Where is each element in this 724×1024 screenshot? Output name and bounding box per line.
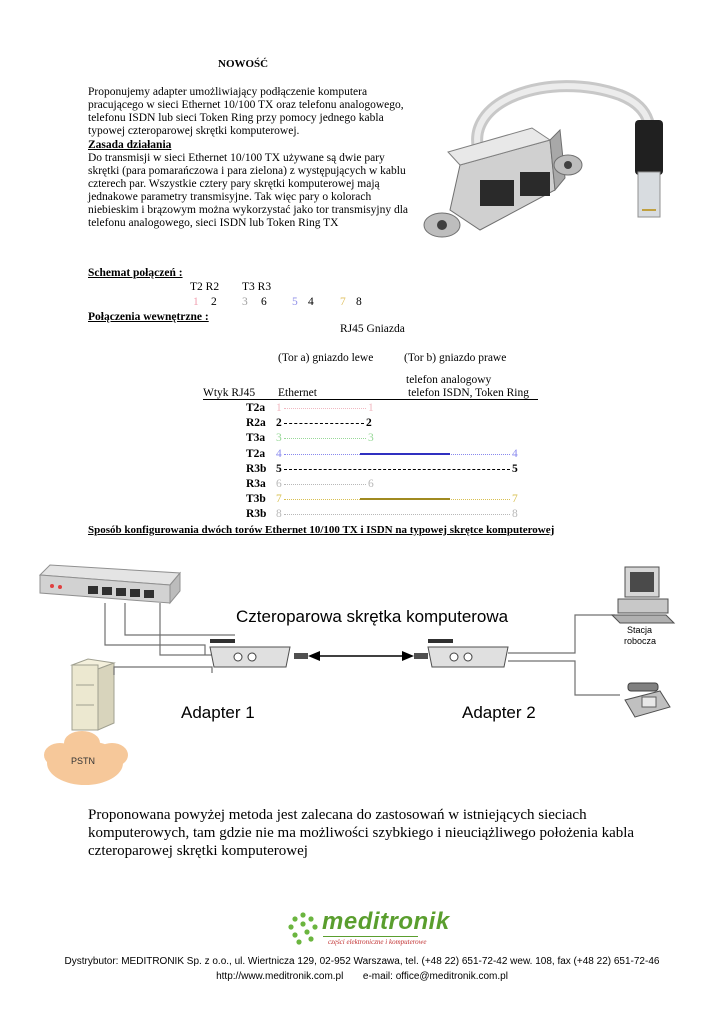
wire-end-pin: 3 (368, 432, 374, 445)
wire-row (0, 493, 724, 507)
pin-number: 6 (261, 296, 267, 308)
logo-tagline: części elektroniczne i komputerowe (328, 938, 427, 946)
pin-number: 1 (193, 296, 199, 308)
wire-label: T3a (246, 432, 266, 445)
pin-number: 8 (356, 296, 362, 308)
wire-start-pin: 8 (276, 508, 282, 521)
wire-start-pin: 3 (276, 432, 282, 445)
wire-start-pin: 5 (276, 462, 282, 475)
config-heading: Sposób konfigurowania dwóch torów Ethernet 10/100 TX i ISDN na typowej skrętce komputerowej (88, 524, 555, 536)
wire-row (0, 432, 724, 446)
wire-label: R3b (246, 508, 267, 521)
adapter-2-label: Adapter 2 (462, 703, 536, 722)
meditronik-logo-icon (285, 911, 321, 947)
wire-label: T2a (246, 402, 266, 414)
wire-row (0, 508, 724, 522)
wire-line (284, 408, 366, 409)
pin-number: 7 (340, 296, 346, 308)
column-divider (203, 399, 538, 400)
wire-label: R2a (246, 417, 266, 430)
wire-start-pin: 7 (276, 493, 282, 506)
footer-address: Dystrybutor: MEDITRONIK Sp. z o.o., ul. Wiertnicza 129, 02-952 Warszawa, tel. (+48 22) 651-72-42 wew. 108, fax (+48 22) 651-72-46 (64, 956, 660, 967)
pin-number: 4 (308, 296, 314, 308)
wire-end-pin: 8 (512, 508, 518, 521)
schema-pin-row (0, 296, 724, 310)
email-link[interactable]: e-mail: office@meditronik.com.pl (362, 971, 508, 982)
wire-end-pin: 6 (368, 478, 374, 490)
network-diagram (30, 555, 700, 795)
track-a-label: (Tor a) gniazdo lewe (278, 352, 374, 364)
sockets-label: RJ45 Gniazda (340, 323, 405, 335)
pin-number: 3 (242, 296, 248, 308)
wire-row (0, 478, 724, 492)
wire-highlight (360, 498, 450, 500)
pin-number: 2 (211, 296, 217, 308)
plug-column-label: Wtyk RJ45 (203, 387, 256, 399)
adapter-1-label: Adapter 1 (181, 703, 255, 722)
wire-end-pin: 2 (366, 417, 372, 430)
wire-start-pin: 4 (276, 447, 282, 460)
switch-device (40, 565, 180, 603)
workstation-label-line1: Stacja (627, 625, 653, 635)
schema-heading: Schemat połączeń : (88, 267, 183, 279)
cable-title: Czteroparowa skrętka komputerowa (236, 607, 509, 626)
wire-label: R3a (246, 478, 266, 490)
summary-paragraph: Proponowana powyżej metoda jest zalecana do zastosowań w istniejących sieciach komputerowych, tam gdzie nie ma możliwości szybkiego i nieuciążliwego położenia kabla czteroparowej skrętki komputerowej (88, 807, 635, 859)
wire-end-pin: 7 (512, 493, 518, 506)
wire-line (284, 514, 510, 515)
adapter-1-icon (210, 639, 308, 667)
wire-row (0, 417, 724, 431)
principle-paragraph: Do transmisji w sieci Ethernet 10/100 TX używane są dwie pary skrętki (para pomarańczowa i para zielona) z występujących w kablu czterech par. Wszystkie cztery pary skrętki komputerowej mają jednakowe parametry transmisyjne. Tak więc pary o kolorach niebieskim i brązowym można wykorzystać jako tor transmisyjny dla telefonu analogowego, sieci ISDN lub Token Ring TX (88, 152, 409, 229)
wire-end-pin: 1 (368, 402, 374, 414)
wire-end-pin: 5 (512, 462, 518, 475)
wire-line (284, 484, 366, 485)
wire-start-pin: 6 (276, 478, 282, 490)
intro-paragraph: Proponujemy adapter umożliwiający podłączenie komputera pracującego w sieci Ethernet 10/100 TX oraz telefonu analogowego, telefonu ISDN lub sieci Token Ring przy pomocy jednego kabla typowej czteroparowej skrętki komputerowej. (88, 86, 404, 137)
wire-line (284, 438, 366, 439)
pin-number: 5 (292, 296, 298, 308)
logo-text: meditronik (322, 908, 450, 935)
workstation-label-line2: robocza (624, 636, 657, 646)
schema-group-a: T2 R2 (190, 281, 220, 293)
schema-group-b: T3 R3 (242, 281, 272, 293)
telephone-icon (625, 683, 670, 717)
wire-label: R3b (246, 462, 267, 475)
wire-line (284, 469, 510, 470)
wire-line (284, 423, 364, 424)
footer-contact (0, 971, 724, 982)
wire-row (0, 402, 724, 416)
wire-start-pin: 2 (276, 417, 282, 430)
phone-label: telefon analogowy (406, 374, 492, 386)
telephone-exchange (72, 659, 114, 730)
wire-end-pin: 4 (512, 447, 518, 460)
principle-heading: Zasada działania (88, 139, 172, 151)
wire-row (0, 463, 724, 477)
wire-row (0, 448, 724, 462)
wire-start-pin: 1 (276, 402, 282, 414)
isdn-column-label: telefon ISDN, Token Ring (408, 387, 529, 399)
wire-highlight (360, 453, 450, 455)
adapter-product-photo (420, 60, 690, 260)
page-title: NOWOŚĆ (218, 58, 269, 70)
website-link[interactable]: http://www.meditronik.com.pl (216, 971, 344, 982)
wire-label: T2a (246, 447, 266, 460)
track-b-label: (Tor b) gniazdo prawe (404, 352, 507, 364)
pstn-label: PSTN (71, 756, 96, 766)
workstation-icon (612, 567, 674, 623)
ethernet-column-label: Ethernet (278, 387, 317, 399)
internal-heading: Połączenia wewnętrzne : (88, 311, 209, 323)
adapter-2-icon (414, 639, 508, 667)
wire-label: T3b (246, 493, 266, 506)
logo-underline (323, 936, 418, 937)
